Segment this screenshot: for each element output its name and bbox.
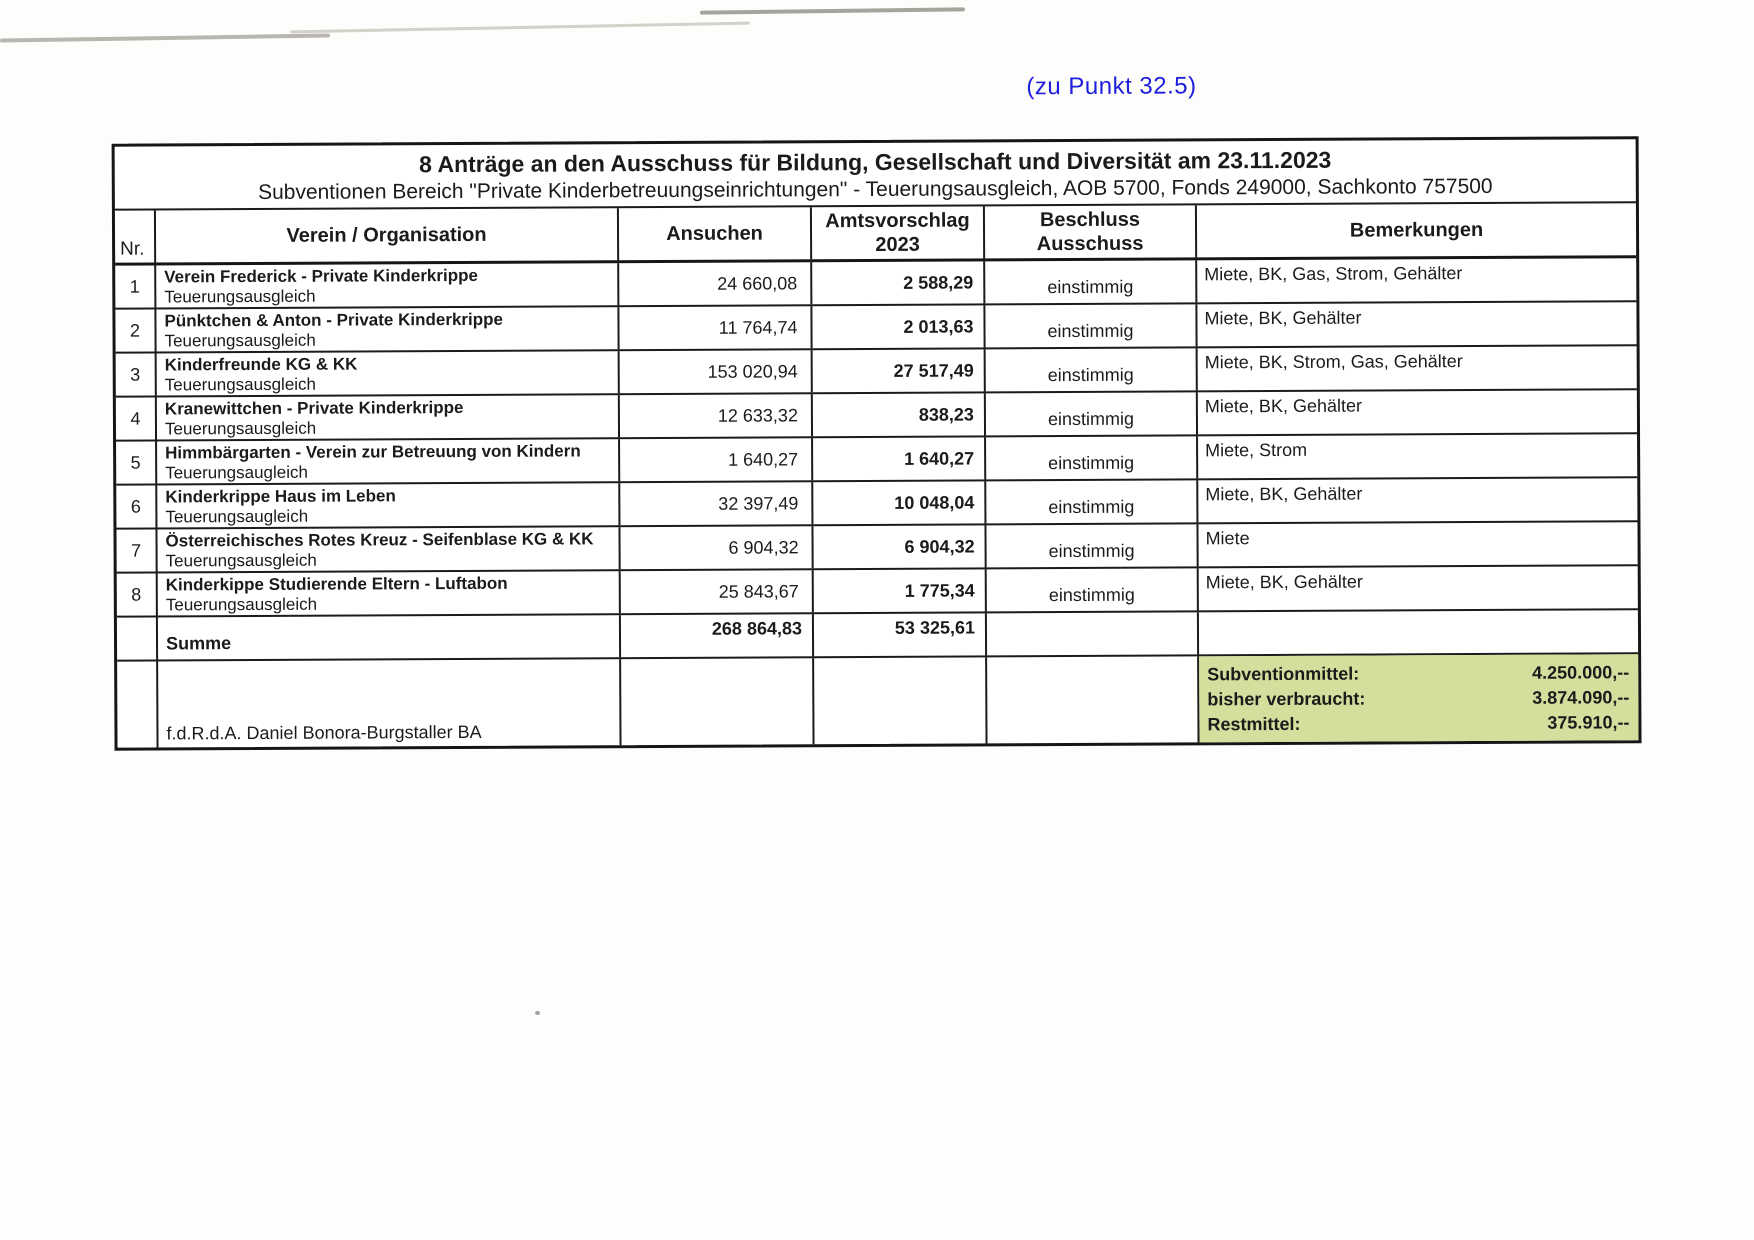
table-title-block [115, 139, 1636, 210]
fund-value: 3.874.090,-- [1532, 687, 1630, 708]
organisation-cell [157, 395, 620, 439]
table-row [115, 302, 1636, 353]
organisation-name: Himmbärgarten - Verein zur Betreuung von Kindern [165, 441, 581, 463]
row-number: 8 [117, 573, 158, 615]
bemerkungen-value: Miete, Strom [1205, 439, 1308, 461]
amtsvorschlag-value: 27 517,49 [813, 349, 986, 392]
amtsvorschlag-value: 2 588,29 [812, 261, 985, 304]
ansuchen-value: 1 640,27 [620, 438, 813, 481]
col-header-amtsvorschlag-line1: Amtsvorschlag [825, 209, 970, 233]
summary-label-cell [158, 615, 621, 659]
table-subtitle: Subventionen Bereich "Private Kinderbetreuungseinrichtungen" - Teuerungsausgleich, AOB 5700, Fonds 249000, Sachkonto 757500 [257, 174, 1493, 204]
bemerkungen-value: Miete, BK, Gehälter [1204, 307, 1362, 329]
col-header-beschluss [985, 205, 1197, 258]
row-number: 5 [116, 441, 157, 483]
row-number: 4 [116, 397, 157, 439]
organisation-name: Österreichisches Rotes Kreuz - Seifenblase KG & KK [165, 529, 594, 551]
row-number: 7 [116, 529, 157, 571]
beschluss-value: einstimmig [985, 260, 1197, 303]
reference-note: (zu Punkt 32.5) [1026, 72, 1197, 101]
empty-cell [117, 661, 158, 747]
beschluss-value: einstimmig [985, 304, 1197, 347]
ansuchen-value: 25 843,67 [621, 570, 814, 613]
funds-summary-block [1199, 654, 1638, 742]
organisation-cell [156, 263, 619, 307]
col-header-beschluss-line2: Ausschuss [1036, 232, 1144, 256]
fund-row [1207, 685, 1629, 712]
table-row [117, 566, 1638, 617]
amtsvorschlag-value: 10 048,04 [813, 481, 986, 524]
organisation-cell [158, 571, 621, 615]
table-row [116, 522, 1637, 573]
fund-label: Subventionmittel: [1207, 663, 1360, 685]
row-number: 3 [116, 353, 157, 395]
ansuchen-value: 12 633,32 [620, 394, 813, 437]
amtsvorschlag-value: 1 640,27 [813, 437, 986, 480]
bemerkungen-value: Miete, BK, Gehälter [1205, 571, 1363, 593]
beschluss-value: einstimmig [986, 480, 1198, 523]
organisation-cell [156, 307, 619, 351]
table-row [116, 478, 1637, 529]
fund-label: Restmittel: [1207, 713, 1301, 735]
col-header-nr: Nr. [115, 210, 156, 262]
col-header-beschluss-line1: Beschluss [1039, 208, 1141, 232]
organisation-name: Pünktchen & Anton - Private Kinderkrippe [164, 309, 503, 331]
table-row [116, 434, 1637, 485]
ansuchen-value: 6 904,32 [620, 526, 813, 569]
empty-cell [117, 617, 158, 659]
summary-amtsvorschlag: 53 325,61 [814, 613, 987, 656]
fund-row [1207, 660, 1629, 687]
table-title: 8 Anträge an den Ausschuss für Bildung, Gesellschaft und Diversität am 23.11.2023 [419, 146, 1332, 178]
row-number: 6 [116, 485, 157, 527]
organisation-name: Kranewittchen - Private Kinderkrippe [164, 397, 464, 419]
fund-row [1207, 710, 1629, 737]
subsidy-table [112, 136, 1642, 750]
amtsvorschlag-value: 838,23 [813, 393, 986, 436]
table-row [116, 346, 1637, 397]
empty-cell [987, 656, 1199, 743]
row-number: 1 [115, 265, 156, 307]
table-row [116, 390, 1637, 441]
bemerkungen-value: Miete, BK, Gas, Strom, Gehälter [1204, 263, 1463, 285]
col-header-amtsvorschlag-line2: 2023 [875, 233, 920, 256]
organisation-subline: Teuerungsausgleich [164, 374, 317, 395]
organisation-subline: Teuerungsaugleich [165, 506, 309, 527]
amtsvorschlag-value: 2 013,63 [812, 305, 985, 348]
signature: f.d.R.d.A. Daniel Bonora-Burgstaller BA [166, 721, 482, 744]
empty-cell [814, 657, 987, 744]
organisation-subline: Teuerungsausgleich [164, 418, 317, 439]
summary-label: Summe [165, 633, 232, 654]
organisation-subline: Teuerungsausgleich [164, 330, 316, 351]
beschluss-value: einstimmig [987, 568, 1199, 611]
organisation-cell [157, 439, 620, 483]
organisation-name: Kinderfreunde KG & KK [164, 354, 358, 375]
organisation-cell [157, 351, 620, 395]
organisation-subline: Teuerungsausgleich [165, 550, 317, 571]
beschluss-value: einstimmig [986, 348, 1198, 391]
beschluss-value: einstimmig [986, 392, 1198, 435]
ansuchen-value: 24 660,08 [619, 262, 812, 305]
organisation-cell [157, 483, 620, 527]
footer-row [117, 654, 1638, 747]
organisation-name: Kinderkippe Studierende Eltern - Luftabon [165, 573, 508, 595]
col-header-ansuchen: Ansuchen [619, 207, 812, 260]
bemerkungen-value: Miete, BK, Strom, Gas, Gehälter [1204, 351, 1463, 373]
table-row [115, 258, 1636, 309]
fund-value: 4.250.000,-- [1532, 662, 1630, 683]
fund-label: bisher verbraucht: [1207, 688, 1366, 710]
organisation-name: Kinderkrippe Haus im Leben [165, 486, 396, 507]
amtsvorschlag-value: 6 904,32 [813, 525, 986, 568]
amtsvorschlag-value: 1 775,34 [814, 569, 987, 612]
empty-cell [1199, 610, 1638, 654]
beschluss-value: einstimmig [986, 436, 1198, 479]
fund-value: 375.910,-- [1547, 712, 1630, 733]
organisation-subline: Teuerungsaugleich [165, 462, 308, 483]
summary-row [117, 610, 1638, 661]
ansuchen-value: 32 397,49 [620, 482, 813, 525]
empty-cell [621, 658, 814, 745]
bemerkungen-value: Miete, BK, Gehälter [1205, 483, 1363, 505]
beschluss-value: einstimmig [986, 524, 1198, 567]
row-number: 2 [115, 309, 156, 351]
summary-ansuchen: 268 864,83 [621, 614, 814, 657]
ansuchen-value: 153 020,94 [620, 350, 813, 393]
organisation-cell [157, 527, 620, 571]
empty-cell [987, 612, 1199, 655]
organisation-name: Verein Frederick - Private Kinderkrippe [164, 265, 478, 287]
col-header-amtsvorschlag [812, 206, 985, 259]
table-header-row [115, 203, 1636, 265]
organisation-subline: Teuerungsausgleich [164, 286, 316, 307]
ansuchen-value: 11 764,74 [619, 306, 812, 349]
col-header-bemerkungen: Bemerkungen [1349, 218, 1484, 242]
bemerkungen-value: Miete [1205, 528, 1250, 549]
organisation-subline: Teuerungsausgleich [165, 594, 318, 615]
signature-cell [158, 659, 621, 747]
bemerkungen-value: Miete, BK, Gehälter [1204, 395, 1363, 417]
col-header-organisation: Verein / Organisation [156, 208, 619, 262]
